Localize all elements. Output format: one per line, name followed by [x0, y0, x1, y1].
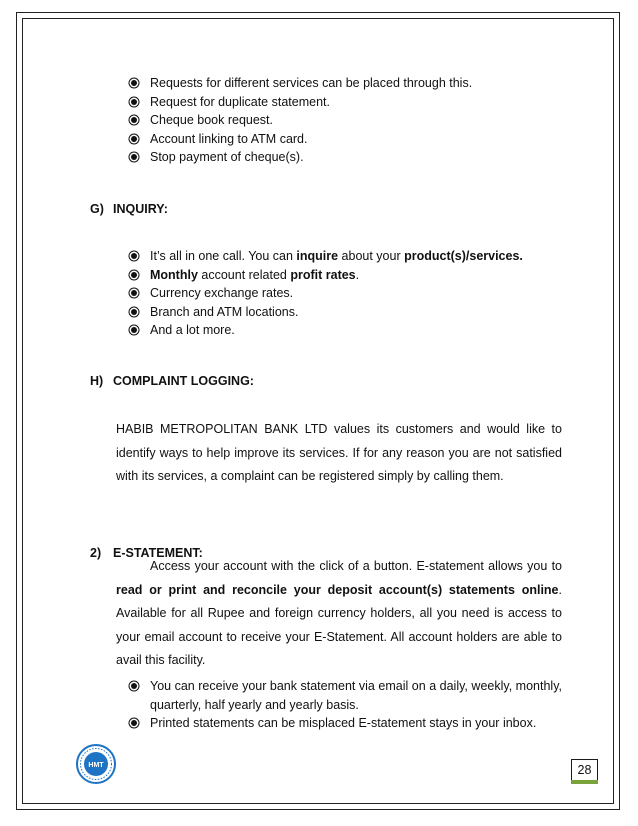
page-number: 28: [571, 759, 598, 781]
inquiry-list: [131, 247, 561, 340]
estatement-list: [131, 677, 562, 733]
list-item: Requests for different services can be placed through this.: [131, 74, 561, 93]
complaint-paragraph: HABIB METROPOLITAN BANK LTD values its customers and would like to identify ways to help improve its services. If for any reason you are not satisfied with its services, a complaint can be registered simply by calling them.: [116, 422, 562, 483]
list-item: It’s all in one call. You can inquire about your product(s)/services.: [131, 247, 561, 266]
estatement-heading: 2) E-STATEMENT:: [90, 546, 203, 560]
page-number-bar: [571, 780, 598, 784]
list-item: And a lot more.: [131, 321, 561, 340]
estatement-paragraph: Access your account with the click of a button. E-statement allows you to read or print and reconcile your deposit account(s) statements online. Available for all Rupee and foreign currency holders, all you need is access to your email account to receive your E-Statement. All account holders are able to avail this facility.: [116, 559, 562, 667]
list-item: Monthly account related profit rates.: [131, 266, 561, 285]
list-item: Stop payment of cheque(s).: [131, 148, 561, 167]
complaint-heading: H) COMPLAINT LOGGING:: [90, 374, 254, 388]
list-item: Printed statements can be misplaced E-statement stays in your inbox.: [131, 714, 562, 733]
list-item: Currency exchange rates.: [131, 284, 561, 303]
list-item: Account linking to ATM card.: [131, 130, 561, 149]
services-list: [131, 74, 561, 167]
logo-text: HMT: [88, 762, 104, 769]
list-item: Cheque book request.: [131, 111, 561, 130]
list-item: You can receive your bank statement via email on a daily, weekly, monthly, quarterly, half yearly and yearly basis.: [131, 677, 562, 714]
inquiry-heading: G) INQUIRY:: [90, 202, 168, 216]
bank-logo: [76, 744, 116, 784]
list-item: Request for duplicate statement.: [131, 93, 561, 112]
list-item: Branch and ATM locations.: [131, 303, 561, 322]
